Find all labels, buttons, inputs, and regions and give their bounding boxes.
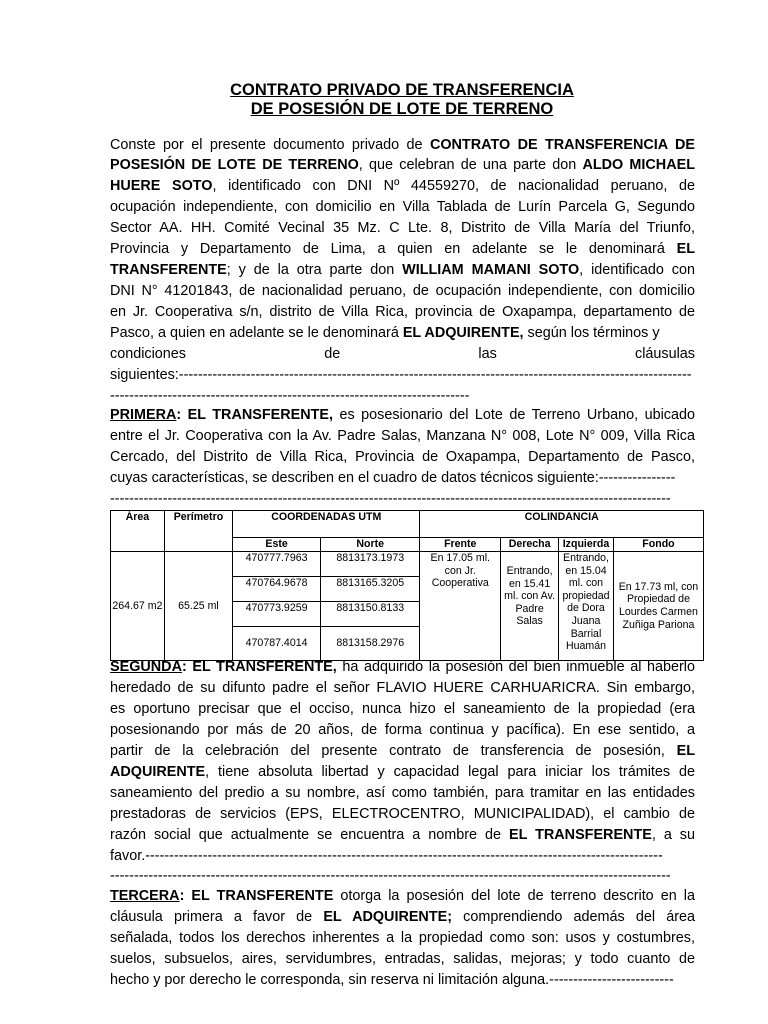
intro-line: ocupación independiente, con domicilio en Villa Tablada de Lurín Parcela G, Segundo xyxy=(110,199,695,215)
cell-derecha: Entrando, en 15.41 ml. con Av. Padre Salas xyxy=(501,552,559,661)
intro-line: TRANSFERENTE; y de la otra parte don WILLIAM MAMANI SOTO, identificado con xyxy=(110,262,695,278)
intro-line: HUERE SOTO, identificado con DNI Nº 44559270, de nacionalidad peruano, de xyxy=(110,178,695,194)
intro-line: condiciones de las cláusulas xyxy=(110,346,695,362)
cell-frente: En 17.05 ml. con Jr. Cooperativa xyxy=(420,552,501,661)
clause-primera-line: Cercado, del Distrito de Villa Rica, Provincia de Oxapampa, Departamento de Pasco, xyxy=(110,449,695,465)
intro-line: en Jr. Cooperativa s/n, distrito de Villa Rica, provincia de Oxapampa, departamento de xyxy=(110,304,695,320)
cell-fondo: En 17.73 ml, con Propiedad de Lourdes Carmen Zuñiga Pariona xyxy=(613,552,703,661)
cell-este: 470764.9678 xyxy=(233,577,321,602)
intro-line: POSESIÓN DE LOTE DE TERRENO, que celebran de una parte don ALDO MICHAEL xyxy=(110,157,695,173)
clause-tercera-line: suelos, subsuelos, aires, servidumbres, entradas, salidas, mejoras; y todo cuanto de xyxy=(110,951,695,967)
intro-line: Sector AA. HH. Comité Vecinal 35 Mz. C Lte. 8, Distrito de Villa María del Triunfo, xyxy=(110,220,695,236)
contract-title-line-2: DE POSESIÓN DE LOTE DE TERRENO xyxy=(250,100,554,118)
clause-tercera-line: TERCERA: EL TRANSFERENTE otorga la posesión del lote de terreno descrito en la xyxy=(110,888,695,904)
cell-norte: 8813158.2976 xyxy=(321,627,420,661)
header-coordenadas-utm: COORDENADAS UTM xyxy=(233,511,420,538)
header-perimetro: Perímetro xyxy=(164,511,232,552)
clause-primera-line: PRIMERA: EL TRANSFERENTE, es posesionario del Lote de Terreno Urbano, ubicado xyxy=(110,407,695,423)
intro-line: DNI N° 41201843, de nacionalidad peruano, de ocupación independiente, con domicilio xyxy=(110,283,695,299)
intro-line: --------------------------------------------------------------------------- xyxy=(110,388,470,404)
clause-segunda-line: prestadoras de servicios (EPS, ELECTROCENTRO, MUNICIPALIDAD), el cambio de xyxy=(110,806,695,822)
clause-segunda-line: favor.------------------------------------------------------------------------------------------------------------ xyxy=(110,848,663,864)
cell-norte: 8813150.8133 xyxy=(321,602,420,627)
header-area: Área xyxy=(111,511,165,552)
cell-norte: 8813173.1973 xyxy=(321,552,420,577)
header-colindancia: COLINDANCIA xyxy=(420,511,704,538)
clause-primera-line: entre el Jr. Cooperativa con la Av. Padre Salas, Manzana N° 008, Lote N° 009, Villa Rica xyxy=(110,428,695,444)
clause-segunda-line: posesionando por más de 20 años, de forma continua y pacífica). En ese sentido, a xyxy=(110,722,695,738)
header-frente: Frente xyxy=(420,538,501,552)
clause-segunda-line: heredado de su difunto padre el señor FLAVIO HUERE CARHUARICRA. Sin embargo, xyxy=(110,680,695,696)
clause-segunda-line: razón social que actualmente se encuentra a nombre de EL TRANSFERENTE, a su xyxy=(110,827,695,843)
intro-line: Conste por el presente documento privado de CONTRATO DE TRANSFERENCIA DE xyxy=(110,137,695,153)
header-izquierda: Izquierda xyxy=(559,538,614,552)
table-header-row xyxy=(111,511,704,538)
cell-este: 470777.7963 xyxy=(233,552,321,577)
cell-area: 264.67 m2 xyxy=(111,552,165,661)
cell-este: 470773.9259 xyxy=(233,602,321,627)
header-derecha: Derecha xyxy=(501,538,559,552)
header-fondo: Fondo xyxy=(613,538,703,552)
clause-segunda-line: ADQUIRENTE, tiene absoluta libertad y capacidad legal para iniciar los trámites de xyxy=(110,764,695,780)
clause-segunda-line: partir de la celebración del presente contrato de transferencia de posesión, EL xyxy=(110,743,695,759)
clause-segunda-line: SEGUNDA: EL TRANSFERENTE, ha adquirido la posesión del bien inmueble al haberlo xyxy=(110,659,695,675)
clause-segunda-line: --------------------------------------------------------------------------------------------------------------------- xyxy=(110,868,671,884)
intro-line: siguientes:----------------------------------------------------------------------------------------------------------- xyxy=(110,367,692,383)
cell-este: 470787.4014 xyxy=(233,627,321,661)
clause-tercera-line: cláusula primera a favor de EL ADQUIRENTE; comprendiendo además del área xyxy=(110,909,696,925)
clause-tercera-line: señalada, todos los derechos inherentes a la propiedad como son: usos y costumbres, xyxy=(110,930,695,946)
clause-label: PRIMERA xyxy=(110,407,177,423)
intro-line: Provincia y Departamento de Lima, a quien en adelante se le denominará EL xyxy=(110,241,695,257)
cell-perimetro: 65.25 ml xyxy=(164,552,232,661)
table-row xyxy=(111,552,704,577)
cell-izquierda: Entrando, en 15.04 ml. con propiedad de Dora Juana Barrial Huamán xyxy=(559,552,614,661)
clause-label: SEGUNDA xyxy=(110,659,182,675)
technical-data-table xyxy=(110,510,704,661)
cell-norte: 8813165.3205 xyxy=(321,577,420,602)
contract-title-line-1: CONTRATO PRIVADO DE TRANSFERENCIA xyxy=(230,81,574,99)
clause-primera-line: cuyas características, se describen en el cuadro de datos técnicos siguiente:---------------- xyxy=(110,470,676,486)
clause-segunda-line: saneamiento del predio a su nombre, así como también, para tramitar en las entidades xyxy=(110,785,695,801)
clause-segunda-line: es oportuno precisar que el occiso, nunca hizo el saneamiento de la propiedad (era xyxy=(110,701,695,717)
header-norte: Norte xyxy=(321,538,420,552)
header-este: Este xyxy=(233,538,321,552)
clause-label: TERCERA xyxy=(110,888,180,904)
clause-tercera-line: hecho y por derecho le corresponda, sin reserva ni limitación alguna.-------------------------- xyxy=(110,972,674,988)
intro-line: Pasco, a quien en adelante se le denominará EL ADQUIRENTE, según los términos y xyxy=(110,325,660,341)
clause-primera-line: --------------------------------------------------------------------------------------------------------------------- xyxy=(110,491,671,507)
